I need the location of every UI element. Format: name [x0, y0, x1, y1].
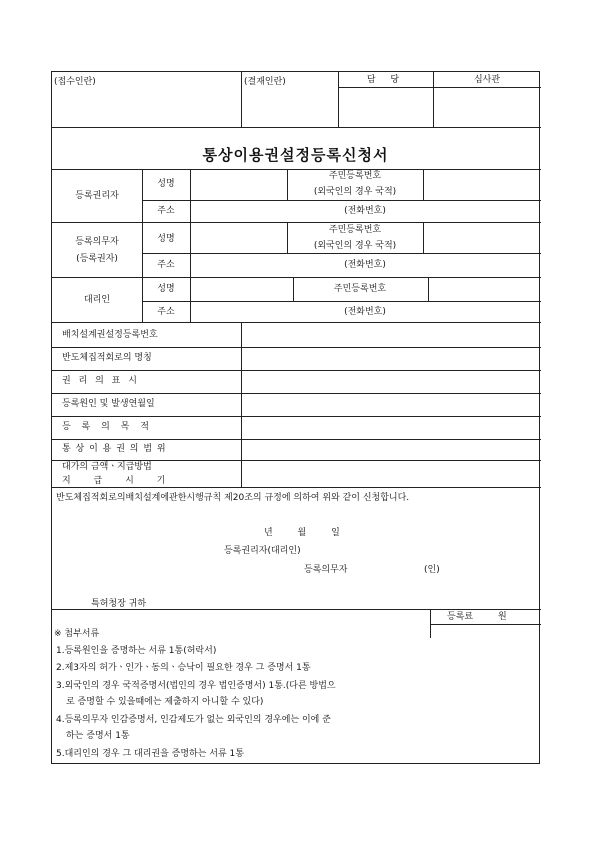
- registrant-name-field[interactable]: [191, 170, 287, 200]
- payment-label: 대가의 금액ㆍ지급방법: [62, 462, 152, 472]
- divider: [287, 169, 288, 200]
- obligor-phone-label: (전화번호): [344, 260, 386, 270]
- attachment-line: 3.외국인의 경우 국적증명서(법인의 경우 법인증명서) 1통.(다른 방법으: [56, 681, 336, 691]
- attachment-line: 로 증명할 수 있을때에는 제출하지 아니할 수 있다): [66, 697, 264, 707]
- obligor-resident-no-field[interactable]: [424, 223, 541, 253]
- signer-obligor: 등록의무자: [304, 565, 348, 575]
- registrant-resident-no-label: 주민등록번호: [328, 171, 382, 181]
- attachment-line: 4.등록의무자 인감증명서, 인감제도가 없는 외국인의 경우에는 이에 준: [56, 715, 331, 725]
- obligor-label: 등록의무자: [75, 237, 119, 247]
- registrant-name-label: 성명: [157, 179, 175, 189]
- registrant-label: 등록권리자: [75, 191, 119, 201]
- agent-phone-label: (전화번호): [344, 307, 386, 317]
- registrant-resident-no-field[interactable]: [424, 170, 541, 200]
- obligor-nationality-note: (외국인의 경우 국적): [313, 241, 397, 251]
- agent-resident-no-label: 주민등록번호: [333, 284, 387, 294]
- seal-mark: (인): [424, 565, 440, 575]
- payment-field[interactable]: [242, 461, 541, 487]
- payment-time-label: 지 급 시 기: [62, 476, 166, 486]
- approval-seal-label: (결재인란): [244, 77, 286, 87]
- examiner-label: 심사관: [473, 75, 501, 85]
- application-form: [51, 71, 540, 764]
- in-charge-label: 담 당: [366, 75, 406, 85]
- fee-field[interactable]: [431, 610, 541, 624]
- rights-label: 권 리 의 표 시: [62, 376, 137, 386]
- purpose-field[interactable]: [242, 417, 541, 439]
- declaration-text: 반도체집적회로의배치설계에관한시행규칙 제20조의 규정에 의하여 위와 같이 신청합니다.: [56, 493, 410, 503]
- obligor-address-field[interactable]: [191, 254, 541, 277]
- in-charge-signature-box[interactable]: [339, 88, 433, 127]
- agent-name-field[interactable]: [191, 278, 293, 301]
- agent-address-label: 주소: [157, 307, 175, 317]
- divider: [293, 277, 294, 301]
- examiner-signature-box[interactable]: [434, 88, 541, 127]
- divider: [241, 72, 242, 127]
- agent-address-field[interactable]: [191, 302, 541, 322]
- registrant-phone-label: (전화번호): [344, 206, 386, 216]
- reg-no-field[interactable]: [242, 323, 541, 347]
- registrant-address-field[interactable]: [191, 201, 541, 222]
- purpose-label: 등 록 의 목 적: [62, 422, 149, 432]
- attachments-heading: ※ 첨부서류: [54, 629, 100, 639]
- obligor-label-sub: (등록권자): [76, 254, 118, 264]
- date-line: 년 월 일: [264, 528, 340, 538]
- receipt-seal-label: (접수인란): [54, 77, 96, 87]
- attachment-line: 2.제3자의 허가ㆍ인가ㆍ동의ㆍ승낙이 필요한 경우 그 증명서 1통: [56, 663, 311, 673]
- divider: [52, 127, 541, 128]
- agent-name-label: 성명: [157, 284, 175, 294]
- divider: [287, 222, 288, 253]
- registrant-nationality-note: (외국인의 경우 국적): [313, 187, 397, 197]
- form-title: 통상이용권설정등록신청서: [202, 146, 389, 164]
- obligor-resident-no-label: 주민등록번호: [328, 225, 382, 235]
- attachment-line: 5.대리인의 경우 그 대리권을 증명하는 서류 1통: [56, 749, 244, 759]
- cause-label: 등록원인 및 발생연월일: [62, 399, 155, 409]
- chip-name-field[interactable]: [242, 348, 541, 370]
- obligor-name-field[interactable]: [191, 223, 287, 253]
- scope-field[interactable]: [242, 440, 541, 460]
- fee-label: 등록료 원: [447, 612, 507, 622]
- divider: [52, 487, 541, 488]
- obligor-name-label: 성명: [157, 234, 175, 244]
- attachment-line: 하는 증명서 1통: [66, 731, 130, 741]
- rights-field[interactable]: [242, 371, 541, 393]
- registrant-address-label: 주소: [157, 206, 175, 216]
- addressee: 특허청장 귀하: [91, 599, 147, 609]
- agent-label: 대리인: [83, 295, 111, 305]
- reg-no-label: 배치설계권설정등록번호: [62, 330, 158, 340]
- signer-registrant: 등록권리자(대리인): [224, 546, 301, 556]
- cause-field[interactable]: [242, 394, 541, 416]
- agent-resident-no-field[interactable]: [429, 278, 541, 301]
- scope-label: 통 상 이 용 권 의 범 위: [62, 444, 166, 454]
- divider: [430, 624, 541, 625]
- obligor-address-label: 주소: [157, 260, 175, 270]
- chip-name-label: 반도체집적회로의 명칭: [62, 353, 152, 363]
- divider: [142, 169, 143, 322]
- attachment-line: 1.등록원인을 증명하는 서류 1통(허락서): [56, 646, 217, 656]
